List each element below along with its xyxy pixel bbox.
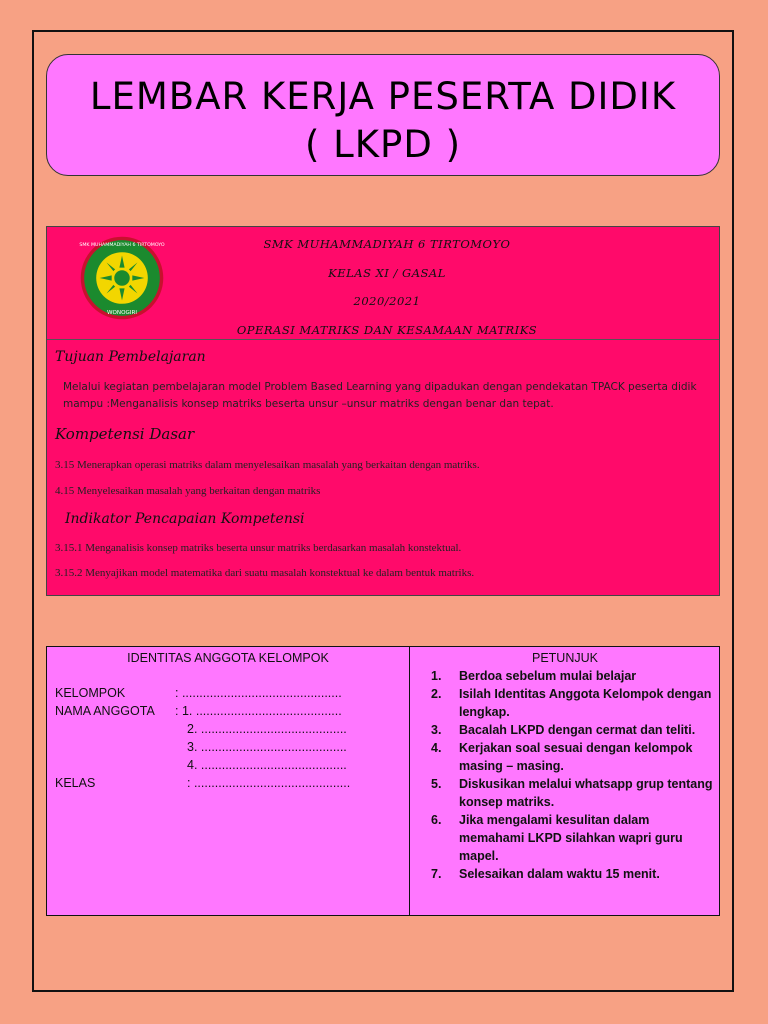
kelas-row (55, 775, 350, 792)
indikator-item-1: 3.15.1 Menganalisis konsep matriks beserta unsur matriks berdasarkan masalah konstektual. (55, 542, 462, 554)
petunjuk-item (427, 685, 717, 721)
petunjuk-item (427, 865, 717, 883)
petunjuk-text: Kerjakan soal sesuai dengan kelompok masing – masing. (459, 741, 693, 773)
indikator-heading: Indikator Pencapaian Kompetensi (65, 511, 305, 527)
petunjuk-heading: PETUNJUK (532, 651, 598, 665)
petunjuk-number: 1. (431, 669, 442, 683)
school-year: 2020/2021 (353, 294, 421, 308)
school-logo (79, 235, 165, 321)
kelompok-field[interactable]: : .............................................. (175, 686, 342, 700)
petunjuk-number: 7. (431, 867, 442, 881)
school-name: SMK MUHAMMADIYAH 6 TIRTOMOYO (263, 237, 511, 251)
petunjuk-number: 5. (431, 777, 442, 791)
petunjuk-number: 6. (431, 813, 442, 827)
anggota-field-1[interactable]: : 1. .......................................... (175, 704, 342, 718)
anggota-field-2[interactable]: 2. .......................................... (187, 722, 347, 736)
petunjuk-number: 3. (431, 723, 442, 737)
school-header (187, 231, 587, 345)
petunjuk-text: Berdoa sebelum mulai belajar (459, 669, 637, 683)
kelas-field[interactable]: : ............................................. (187, 776, 351, 790)
petunjuk-list (427, 667, 717, 883)
tujuan-heading: Tujuan Pembelajaran (55, 349, 206, 365)
anggota-row-4 (187, 757, 347, 774)
page-title: LEMBAR KERJA PESERTA DIDIK (89, 75, 677, 118)
anggota-row-2 (187, 721, 347, 738)
petunjuk-text: Bacalah LKPD dengan cermat dan teliti. (459, 723, 696, 737)
petunjuk-item (427, 721, 717, 739)
header-divider (47, 339, 719, 340)
petunjuk-number: 4. (431, 741, 442, 755)
kelompok-row (55, 685, 342, 702)
petunjuk-text: Selesaikan dalam waktu 15 menit. (459, 867, 660, 881)
tujuan-text: Melalui kegiatan pembelajaran model Problem Based Learning yang dipadukan dengan pendekatan TPACK peserta didik mampu :Menganalisis konsep matriks beserta unsur –unsur matriks dengan benar dan tepat. (63, 381, 697, 410)
petunjuk-text: Diskusikan melalui whatsapp grup tentang konsep matriks. (459, 777, 713, 809)
indikator-item-2: 3.15.2 Menyajikan model matematika dari suatu masalah konstektual ke dalam bentuk matriks. (55, 567, 475, 579)
kompetensi-heading: Kompetensi Dasar (55, 425, 195, 443)
petunjuk-text: Jika mengalami kesulitan dalam memahami LKPD silahkan wapri guru mapel. (459, 813, 683, 863)
petunjuk-item (427, 739, 717, 775)
petunjuk-number: 2. (431, 687, 442, 701)
anggota-field-4[interactable]: 4. .......................................... (187, 758, 347, 772)
petunjuk-item (427, 775, 717, 811)
petunjuk-text: Isilah Identitas Anggota Kelompok dengan lengkap. (459, 687, 712, 719)
info-panel (46, 226, 720, 596)
group-info-table (46, 646, 720, 916)
anggota-row-3 (187, 739, 347, 756)
topic-title: OPERASI MATRIKS DAN KESAMAAN MATRIKS (236, 322, 538, 337)
logo-bottom-text: WONOGIRI (107, 310, 137, 317)
anggota-field-3[interactable]: 3. .......................................... (187, 740, 347, 754)
petunjuk-item (427, 811, 717, 865)
kompetensi-item-1: 3.15 Menerapkan operasi matriks dalam menyelesaikan masalah yang berkaitan dengan matriks. (55, 459, 480, 471)
title-banner (46, 54, 720, 176)
class-info: KELAS XI / GASAL (328, 265, 446, 280)
kompetensi-item-2: 4.15 Menyelesaikan masalah yang berkaitan dengan matriks (55, 485, 321, 497)
page-subtitle: ( LKPD ) (304, 123, 462, 166)
kelompok-label: KELOMPOK (55, 686, 126, 700)
kelas-label: KELAS (55, 776, 96, 790)
identitas-heading: IDENTITAS ANGGOTA KELOMPOK (127, 651, 329, 665)
nama-anggota-label: NAMA ANGGOTA (55, 704, 155, 718)
column-divider (409, 647, 410, 915)
petunjuk-item (427, 667, 717, 685)
anggota-row-1 (55, 703, 342, 720)
logo-top-text: SMK MUHAMMADIYAH 6 TIRTOMOYO (79, 243, 165, 249)
